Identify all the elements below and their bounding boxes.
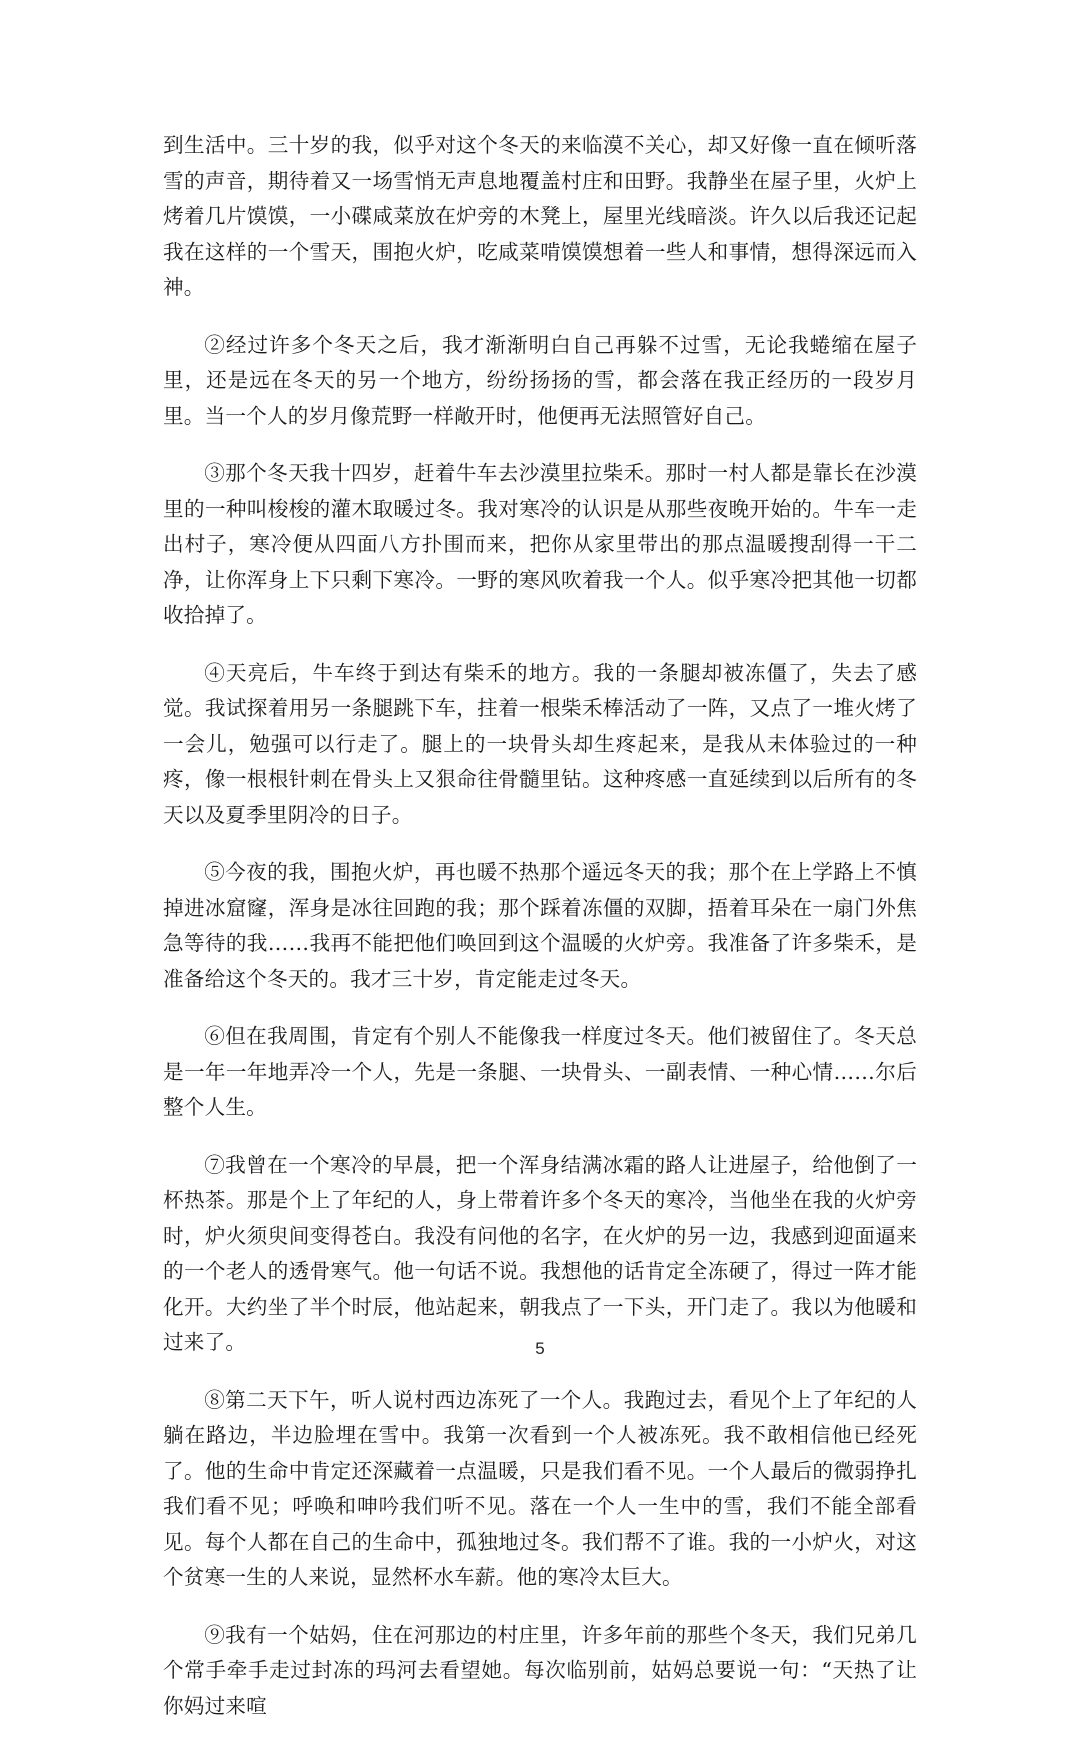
paragraph-4: ④天亮后，牛车终于到达有柴禾的地方。我的一条腿却被冻僵了，失去了感觉。我试探着用另一条腿跳下车，拄着一根柴禾棒活动了一阵，又点了一堆火烤了一会儿，勉强可以行走了。腿上的一块骨头却生疼起来，是我从未体验过的一种疼，像一根根针刺在骨头上又狠命往骨髓里钻。这种疼感一直延续到以后所有的冬天以及夏季里阴冷的日子。	[163, 660, 917, 827]
paragraph-3: ③那个冬天我十四岁，赶着牛车去沙漠里拉柴禾。那时一村人都是靠长在沙漠里的一种叫梭梭的灌木取暖过冬。我对寒冷的认识是从那些夜晚开始的。牛车一走出村子，寒冷便从四面八方扑围而来，把你从家里带出的那点温暖搜刮得一干二净，让你浑身上下只剩下寒冷。一野的寒风吹着我一个人。似乎寒冷把其他一切都收拾掉了。	[163, 461, 917, 627]
paragraph-6: ⑥但在我周围，肯定有个别人不能像我一样度过冬天。他们被留住了。冬天总是一年一年地弄冷一个人，先是一条腿、一块骨头、一副表情、一种心情……尔后整个人生。	[163, 1024, 917, 1119]
essay-body	[163, 128, 917, 1746]
paragraph-5: ⑤今夜的我，围抱火炉，再也暖不热那个遥远冬天的我；那个在上学路上不慎掉进冰窟窿，浑身是冰往回跑的我；那个踩着冻僵的双脚，捂着耳朵在一扇门外焦急等待的我……我再不能把他们唤回到这个温暖的火炉旁。我准备了许多柴禾，是准备给这个冬天的。我才三十岁，肯定能走过冬天。	[163, 860, 917, 991]
paragraph-8: ⑧第二天下午，听人说村西边冻死了一个人。我跑过去，看见个上了年纪的人躺在路边，半边脸埋在雪中。我第一次看到一个人被冻死。我不敢相信他已经死了。他的生命中肯定还深藏着一点温暖，只是我们看不见。一个人最后的微弱挣扎我们看不见；呼唤和呻吟我们听不见。落在一个人一生中的雪，我们不能全部看见。每个人都在自己的生命中，孤独地过冬。我们帮不了谁。我的一小炉火，对这个贫寒一生的人来说，显然杯水车薪。他的寒冷太巨大。	[163, 1387, 917, 1589]
paragraph-9: ⑨我有一个姑妈，住在河那边的村庄里，许多年前的那些个冬天，我们兄弟几个常手牵手走过封冻的玛河去看望她。每次临别前，姑妈总要说一句：“天热了让你妈过来喧	[163, 1622, 917, 1718]
paragraph-continued: 到生活中。三十岁的我，似乎对这个冬天的来临漠不关心，却又好像一直在倾听落雪的声音，期待着又一场雪悄无声息地覆盖村庄和田野。我静坐在屋子里，火炉上烤着几片馍馍，一小碟咸菜放在炉旁的木凳上，屋里光线暗淡。许久以后我还记起我在这样的一个雪天，围抱火炉，吃咸菜啃馍馍想着一些人和事情，想得深远而入神。	[163, 133, 917, 299]
page-number: 5	[535, 1339, 545, 1358]
paragraph-2: ②经过许多个冬天之后，我才渐渐明白自己再躲不过雪，无论我蜷缩在屋子里，还是远在冬天的另一个地方，纷纷扬扬的雪，都会落在我正经历的一段岁月里。当一个人的岁月像荒野一样敞开时，他便再无法照管好自己。	[163, 332, 917, 428]
paragraph-7: ⑦我曾在一个寒冷的早晨，把一个浑身结满冰霜的路人让进屋子，给他倒了一杯热茶。那是个上了年纪的人，身上带着许多个冬天的寒冷，当他坐在我的火炉旁时，炉火须臾间变得苍白。我没有问他的名字，在火炉的另一边，我感到迎面逼来的一个老人的透骨寒气。他一句话不说。我想他的话肯定全冻硬了，得过一阵才能化开。大约坐了半个时辰，他站起来，朝我点了一下头，开门走了。我以为他暖和过来了。	[163, 1152, 917, 1354]
